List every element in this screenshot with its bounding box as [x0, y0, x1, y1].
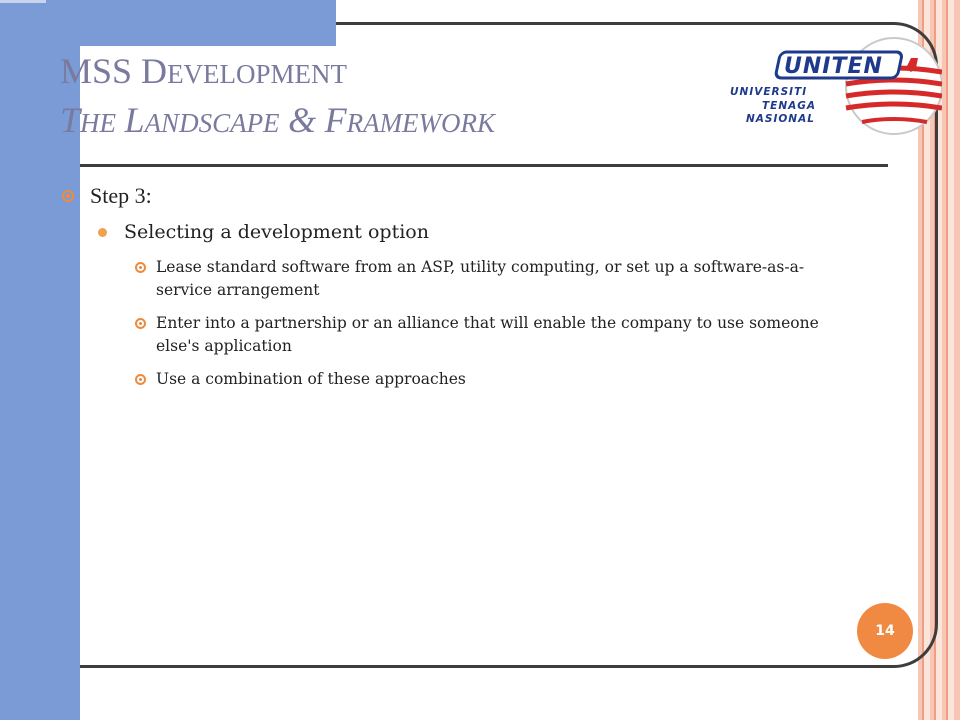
title-line-2: THE LANDSCAPE & FRAMEWORK — [60, 100, 496, 140]
ring-bullet-icon — [62, 190, 74, 202]
slide-body — [62, 180, 822, 401]
sidebar-highlight — [0, 0, 46, 3]
slide-title — [60, 48, 495, 146]
logo-line-3: NASIONAL — [746, 113, 815, 125]
option-item — [62, 368, 822, 391]
stripe-line — [946, 0, 948, 720]
sub-item-label: Selecting a development option — [124, 221, 429, 243]
ring-bullet-icon — [135, 374, 146, 385]
logo-line-2: TENAGA — [762, 100, 816, 112]
logo-line-1: UNIVERSITI — [730, 86, 808, 98]
ring-bullet-icon — [135, 262, 146, 273]
option-item — [62, 256, 822, 302]
ring-bullet-icon — [135, 318, 146, 329]
title-divider — [80, 164, 888, 167]
logo-wordmark: UNITEN — [784, 54, 883, 79]
page-number-badge: 14 — [857, 603, 913, 659]
top-sidebar-tab — [80, 0, 336, 46]
dot-bullet-icon — [98, 228, 107, 237]
title-line-1: MSS DEVELOPMENT — [60, 51, 348, 91]
option-item — [62, 312, 822, 358]
bullet-level-2 — [62, 218, 822, 246]
option-text: Lease standard software from an ASP, utility computing, or set up a software-as-a-service arrangement — [156, 258, 805, 299]
step-label: Step 3: — [90, 183, 152, 208]
uniten-logo — [722, 36, 942, 136]
bullet-level-1 — [62, 180, 822, 212]
option-text: Enter into a partnership or an alliance that will enable the company to use someone else's application — [156, 314, 819, 355]
option-text: Use a combination of these approaches — [156, 370, 466, 388]
